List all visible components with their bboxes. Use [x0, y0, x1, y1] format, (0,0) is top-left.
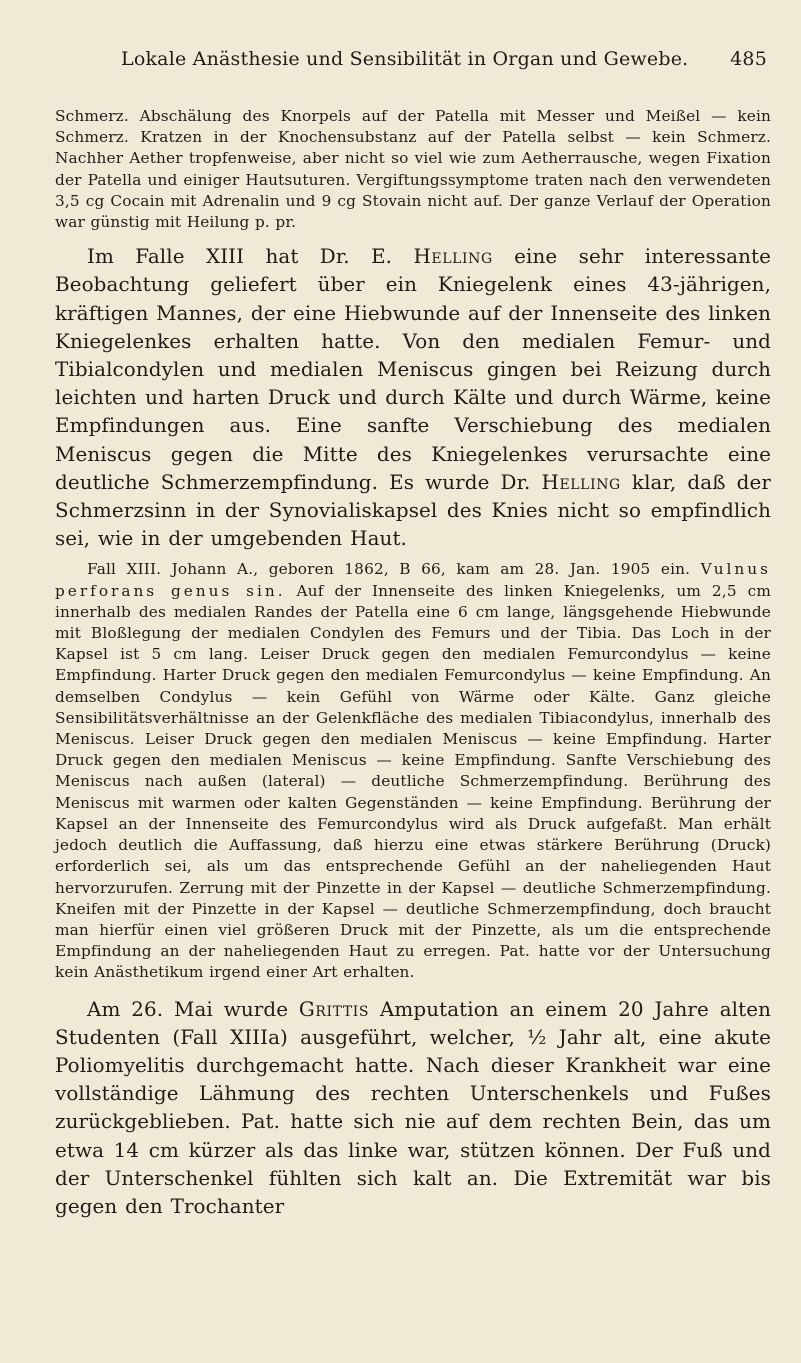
text-run: Auf der Innenseite des linken Kniegelenks, um 2,5 cm innerhalb des medialen Randes der Patella eine 6 cm lange, längsgehende Hiebwunde mit Bloßlegung der medialen Condylen des Femurs und der Tibia. Das Loch in der Kapsel ist 5 cm lang. Leiser Druck gegen den medialen Femurcondylus — keine Empfindung. Harter Druck gegen den medialen Femurcondylus — keine Empfindung. An demselben Condylus — kein Gefühl von Wärme oder Kälte. Ganz gleiche Sensibilitätsverhältnisse an der Gelenkfläche des medialen Tibiacondylus, innerhalb des Meniscus. Leiser Druck gegen den medialen Meniscus — keine Empfindung. Harter Druck gegen den medialen Meniscus — keine Empfindung. Sanfte Verschiebung des Meniscus nach außen (lateral) — deutliche Schmerzempfindung. Berührung des Meniscus mit warmen oder kalten Gegenständen — keine Empfindung. Berührung der Kapsel an der Innenseite des Femurcondylus wird als Druck aufgefaßt. Man erhält jedoch deutlich die Auffassung, daß hierzu eine etwas stärkere Berührung (Druck) erforderlich sei, als um das entsprechende Gefühl an der naheliegenden Haut hervorzurufen. Zerrung mit der Pinzette in der Kapsel — deutliche Schmerzempfindung. Kneifen mit der Pinzette in der Kapsel — deutliche Schmerzempfindung, doch braucht man hierfür einen viel größeren Druck mit der Pinzette, als um die entsprechende Empfindung an der naheliegenden Haut zu erregen. Pat. hatte vor der Untersuchung kein Anästhetikum irgend einer Art erhalten.	[55, 581, 771, 982]
diagnosis-spaced: Vulnus perforans genus sin.	[55, 560, 771, 600]
paragraph-case-xiiia	[55, 996, 771, 1222]
paragraph-operation-end: Schmerz. Abschälung des Knorpels auf der Patella mit Messer und Meißel — kein Schmerz. Kratzen in der Knochensubstanz auf der Patella selbst — kein Schmerz. Nachher Aether tropfenweise, aber nicht so viel wie zum Aetherrausche, wegen Fixation der Patella und einiger Hautsuturen. Vergiftungssymptome traten nach den verwendeten 3,5 cg Cocain mit Adrenalin und 9 cg Stovain nicht auf. Der ganze Verlauf der Operation war günstig mit Heilung p. pr.	[55, 107, 771, 232]
author-name-grittis: Grittis	[298, 997, 370, 1021]
text-run: Am 26. Mai wurde	[87, 997, 299, 1021]
page-number: 485	[730, 48, 767, 70]
running-header	[55, 48, 771, 78]
text-run: Amputation an einem 20 Jahre alten Studenten (Fall XIIIa) ausgeführt, welcher, ½ Jahr alt, eine akute Poliomyelitis durchgemacht hatte. Nach dieser Krankheit war eine vollständige Lähmung des rechten Unterschenkels und Fußes zurückgeblieben. Pat. hatte sich nie auf dem rechten Bein, das um etwa 14 cm kürzer als das linke war, stützen können. Der Fuß und der Unterschenkel fühlten sich kalt an. Die Extremität war bis gegen den Trochanter	[55, 997, 771, 1218]
running-title: Lokale Anästhesie und Sensibilität in Organ und Gewebe.	[121, 48, 689, 70]
text-run: Im Falle XIII hat Dr. E.	[87, 245, 414, 269]
paragraph-case-xiii-summary	[55, 243, 771, 553]
author-name-helling: Helling	[413, 245, 493, 269]
text-run: klar, daß der Schmerzsinn in der Synovialiskapsel des Knies nicht so empfindlich sei, wie in der umgebenden Haut.	[55, 470, 771, 551]
text-run: Fall XIII. Johann A., geboren 1862, B 66, kam am 28. Jan. 1905 ein.	[87, 560, 701, 579]
text-run: eine sehr interessante Beobachtung geliefert über ein Kniegelenk eines 43-jährigen, kräftigen Mannes, der eine Hiebwunde auf der Innenseite des linken Kniegelenkes erhalten hatte. Von den medialen Femur- und Tibialcondylen und medialen Meniscus gingen bei Reizung durch leichten und harten Druck und durch Kälte und durch Wärme, keine Empfindungen aus. Eine sanfte Verschiebung des medialen Meniscus gegen die Mitte des Kniegelenkes verursachte eine deutliche Schmerzempfindung. Es wurde Dr.	[55, 245, 772, 494]
author-name-helling: Helling	[541, 470, 621, 494]
paragraph-case-xiii-details	[55, 559, 771, 983]
